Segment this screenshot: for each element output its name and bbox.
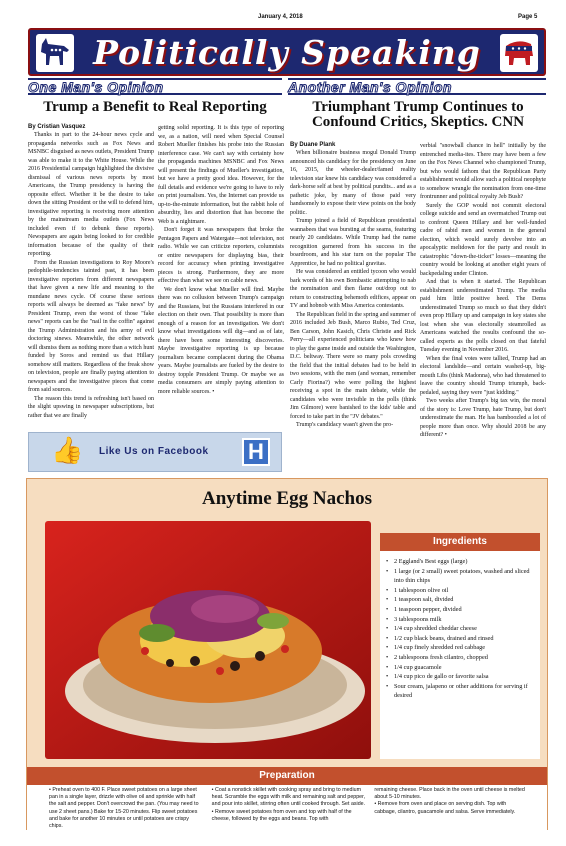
preparation-step: • Remove sweet potatoes from oven and top with half of the cheese, followed by the eggs and beans. Top with <box>211 808 352 822</box>
ingredient-item: • 1/4 cup finely shredded red cabbage <box>394 643 534 653</box>
ingredient-item: • 1 large (or 2 small) sweet potatoes, washed and sliced into thin chips <box>394 567 534 586</box>
banner-title: Politically Speaking <box>93 33 481 72</box>
left-article-column-1 <box>28 131 154 451</box>
left-article-headline: Trump a Benefit to Real Reporting <box>43 99 267 115</box>
preparation-step: • Coat a nonstick skillet with cooking spray and bring to medium heat. Scramble the eggs with milk and remaining salt and pepper, and pour into skillet, stirring often until cooked through. Set aside. <box>211 787 366 808</box>
preparation-step: • Preheat oven to 400 F. Place sweet potatoes on a large sheet pan in a single layer, drizzle with olive oil and sprinkle with half the salt and pepper. Don't overcrowd the pan. (You may need to use 2 sheet pans.) Bake for 15-20 minutes. Flip sweet potatoes and bake for another 10 minutes or until potatoes are crispy chips. <box>49 787 199 830</box>
issue-date: January 4, 2018 <box>258 14 303 20</box>
egg-nachos-photo <box>45 521 371 759</box>
ingredient-item: • 1 teaspoon salt, divided <box>394 595 534 605</box>
preparation-heading: Preparation <box>27 767 547 785</box>
paragraph: Thanks in part to the 24-hour news cycle and propaganda networks such as Fox News and MSNBC disguised as news outlets, President Trump was able to make it to the White House. While the 2016 Presidential campaign highlighted the divisive dismissal of various news reports by most Americans, the Trump presidency is having the opposite effect. Whether it be the desire to take down the sitting President or the will to defend him, investigative reporting is receiving more attention by the mainstream media outlets (Fox News included even if to debunk these reports). Newspapers are again being looked to for credible information because of the quality of their reporting. <box>28 132 154 257</box>
ingredient-item: • 1/4 cup pico de gallo or favorite salsa <box>394 672 534 682</box>
recipe-box <box>26 478 548 830</box>
republican-elephant-icon <box>500 34 538 72</box>
ingredient-item: • 3 tablespoons milk <box>394 615 534 625</box>
thumbs-up-icon: 👍 <box>51 436 84 466</box>
preparation-column <box>49 787 204 830</box>
paragraph: The Republican field in the spring and summer of 2016 included Jeb Bush, Marco Rubio, Ted Cruz, Ben Carson, John Kasich, Chris Christie and Rick Perry—all experienced politicians who knew how to play the game inside and outside the Washington, D.C. beltway. There were so many pols crowding the field that the initial debates had to be held in two sessions, with the men (and woman, remember Carly Fiorina?) who were polling the highest receiving a spot in the main debate, while the candidates who were invisible in the polls (think Jim Gilmore) were banished to the kids' table and forced to take part in the "JV debates." <box>290 311 416 420</box>
paragraph: Trump's candidacy wasn't given the pro- <box>296 422 394 428</box>
left-byline: By Cristian Vasquez <box>28 124 86 130</box>
preparation-column <box>374 787 529 830</box>
paragraph: getting solid reporting. It is this type of reporting we, as a nation, will need when Special Counsel Robert Mueller finishes his probe into the Russian interference case. We can't say with certainty how the propaganda machines MSNBC and Fox News will present the findings of Mueller's investigation, but we have a pretty good idea. However, for the full details and evidence we're going to have to rely on print journalism. Yes, the Internet can provide us up-to-the-minute information, but the rabbit hole of absurdity, lies and distortion that has become the Web is a nightmare. <box>158 125 284 225</box>
preparation-column <box>212 787 367 830</box>
right-article-column-2 <box>420 142 546 494</box>
paragraph: From the Russian investigations to Roy Moore's pedophile-tendencies tainted past, it has been investigative reporters from different newspapers that have given a new life and meaning to the mundane news cycle. Of course these serious reports will always be deemed as "fake news" by President Trump, even the worst of those "fake news" reports can be the "nail in the coffin" against the Trump Administration and his army of evil doctoring sinews. Meanwhile, the other network will dismiss them as nothing more than a witch hunt funded by Soros and remind us that Hillary somehow still matters. Regardless of the freak show on television, people are finally paying attention to newspapers and the investigative pieces that come from said sources. <box>28 259 154 393</box>
section-banner <box>28 28 546 76</box>
preparation-step: • Remove from oven and place on serving dish. Top with cabbage, cilantro, guacamole and salsa. Serve immediately. <box>374 801 516 815</box>
ingredient-item: • 2 Eggland's Best eggs (large) <box>394 557 534 567</box>
ingredients-list <box>380 551 540 701</box>
h-logo-icon[interactable]: H <box>242 438 270 466</box>
preparation-step: remaining cheese. Place back in the oven until cheese is melted about 5-10 minutes. <box>374 787 525 801</box>
paragraph: Trump joined a field of Republican presidential wannabees that was bursting at the seams, featuring nearly 20 candidates. While Trump had the name recognition garnered from his success in the boardroom, and his star turn on the popular The Apprentice, he had no political gravitas. <box>290 218 416 267</box>
recipe-title: Anytime Egg Nachos <box>202 488 372 509</box>
paragraph: When billionaire business mogul Donald Trump announced his candidacy for the presidency on June 16, 2015, the wheeler-dealer/famed reality television star knew his candidacy was considered a dark-horse self at best by political pundits... and as a pathetic joke, by many of those paid very handsomely to expose their view points on the body politic. <box>290 150 416 216</box>
paragraph: Don't forget it was newspapers that broke the Pentagon Papers and Watergate—not television, not radio. While we can criticize reporters, columnists or entire newspapers for displaying bias, their record for accuracy when printing investigative pieces is strong. Furthermore, they are more effective than what we see on cable news. <box>158 227 284 284</box>
paragraph: verbial "snowball chance in hell" initially by the entrenched media-ites. There may have been a few on the Fox News Channel who championed Trump, but who would fathom that the Republican Party establishment would allow such a political neophyte to somehow wrangle the nomination from one-time frontrunner and political royalty Jeb Bush? <box>420 143 546 200</box>
facebook-promo[interactable] <box>28 432 282 472</box>
paragraph: Two weeks after Trump's big tax win, the moral of the story is: Love Trump, hate Trump, but don't underestimate the man. He has bamboozled a lot of people more than once. Why should 2018 be any different? • <box>420 398 546 438</box>
paragraph: The reason this trend is refreshing isn't based on the slight upswing in newspaper subscriptions, but rather that we are finally <box>28 395 154 419</box>
ingredient-item: • 1/4 cup guacamole <box>394 663 534 673</box>
left-article-column-2 <box>158 124 284 429</box>
page-number: Page 5 <box>518 14 538 20</box>
paragraph: And that is when it started. The Republican establishment underestimated Trump. The media paid him little positive heed. The Dems underestimated Trump so much so that they didn't even prop Hillary up and campaign in key states she lost when she was electorally steamrolled as Americans watched the results confound the so-called experts as the polls closed on that fateful Tuesday evening in November 2016. <box>420 279 546 353</box>
paragraph: He was considered an entitled tycoon who would bark words of his own Bombastic attempting to nab the nomination and then flame out/drop out to return to constructing behemoth edifices, appear on TV and hobnob with Miss America contestants. <box>290 269 416 309</box>
right-article-column-1 <box>290 149 416 494</box>
ingredients-panel <box>380 533 540 759</box>
preparation-steps <box>27 785 547 830</box>
facebook-promo-text[interactable]: Like Us on Facebook <box>99 446 209 457</box>
right-byline: By Duane Plank <box>290 142 336 148</box>
paragraph: When the final votes were tallied, Trump had an electoral landslide—and certain washed-up, big-mouth Libs (think Madonna), who had threatened to leave the country should Trump triumph, back-pedaled, saying they were "just kidding." <box>420 355 546 396</box>
ingredient-item: • 2 tablespoons fresh cilantro, chopped <box>394 653 534 663</box>
ingredient-item: • 1/2 cup black beans, drained and rinsed <box>394 634 534 644</box>
column-head-left: One Man's Opinion <box>28 78 282 95</box>
ingredient-item: • 1 teaspoon pepper, divided <box>394 605 534 615</box>
right-article-headline: Triumphant Trump Continues to Confound Critics, Skeptics. CNN <box>311 99 525 130</box>
ingredients-heading: Ingredients <box>380 533 540 551</box>
ingredient-item: • 1 tablespoon olive oil <box>394 586 534 596</box>
paragraph: We don't know what Mueller will find. Maybe there was no collusion between Trump's campaign and the Russians, but the Russians interfered in our election on their own. That possibility is more than enough of a reason for an investigation. We don't know what investigations will dig—and as of late, there have been some interesting discoveries. Maybe investigative reporting is up because journalism became complacent during the Obama years. Maybe journalists are fueled by the desire to destroy topple President Trump. Or maybe we as media consumers are simply paying attention to more reliable sources. • <box>158 286 284 395</box>
paragraph: Surely the GOP would not commit electoral college suicide and send an overmatched Trump out to confront Queen Hillary and her well-funded cadre of rabid men and women in the general election, which would surely devolve into an apocalyptic meltdown for the party and result in catastrophic "down-the-ticket" losses—meaning the country would be looking at another eight years of backpedaling under Clinton. <box>420 202 546 277</box>
ingredient-item: • 1/4 cup shredded cheddar cheese <box>394 624 534 634</box>
ingredient-item: • Sour cream, jalapeno or other additions for serving if desired <box>394 682 534 701</box>
column-head-right: Another Man's Opinion <box>288 78 546 95</box>
